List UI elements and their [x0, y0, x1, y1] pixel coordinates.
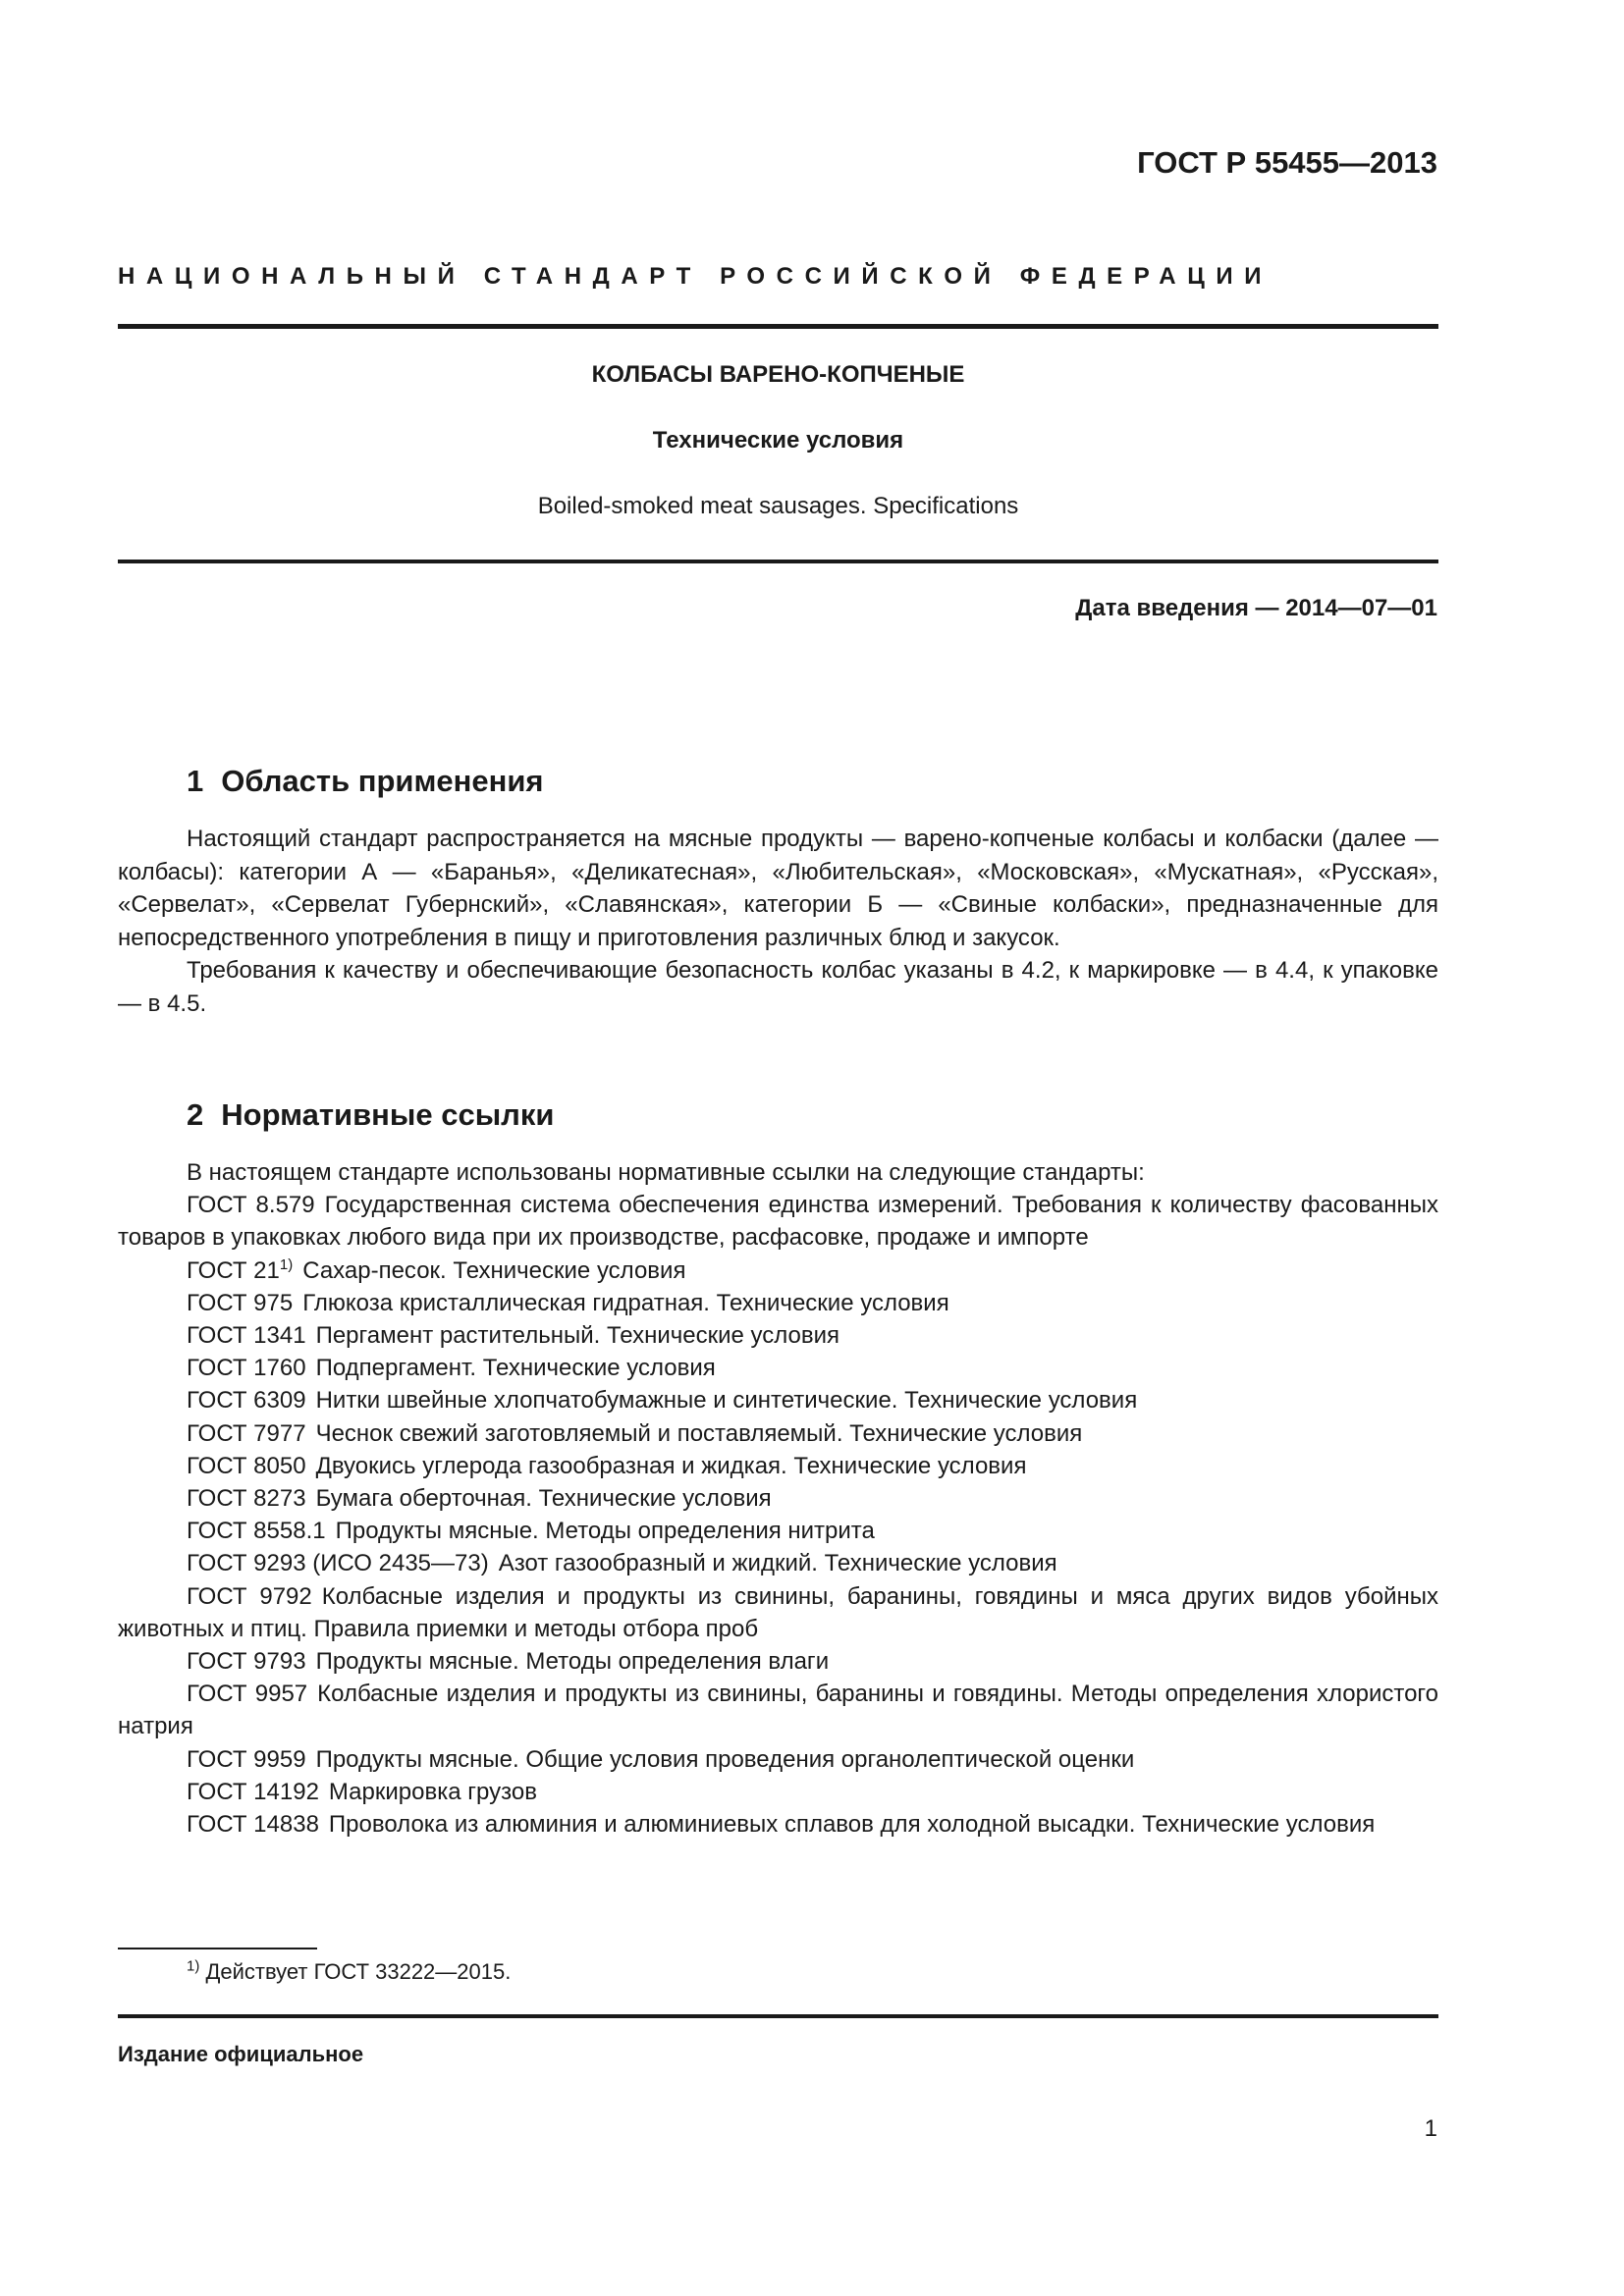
reference-code: ГОСТ 9293 (ИСО 2435—73)	[187, 1550, 489, 1577]
reference-text: Маркировка грузов	[328, 1778, 537, 1805]
reference-code: ГОСТ 9957	[187, 1681, 308, 1708]
reference-item	[118, 1384, 1438, 1416]
reference-text: Колбасные изделия и продукты из свинины, баранины, говядины и мяса других видов убойных животных и птиц. Правила приемки и методы отбора проб	[118, 1582, 1438, 1642]
reference-text: Азот газообразный и жидкий. Технические условия	[498, 1550, 1057, 1577]
reference-item	[118, 1808, 1438, 1841]
section-2-number: 2	[187, 1097, 204, 1132]
reference-text: Колбасные изделия и продукты из свинины, баранины и говядины. Методы определения хлористого натрия	[118, 1681, 1438, 1740]
reference-text: Государственная система обеспечения единства измерений. Требования к количеству фасованных товаров в упаковках любого вида при их производстве, расфасовке, продаже и импорте	[118, 1192, 1438, 1252]
reference-text: Пергамент растительный. Технические условия	[315, 1322, 840, 1350]
reference-text: Чеснок свежий заготовляемый и поставляемый. Технические условия	[315, 1419, 1083, 1447]
section-1-number: 1	[187, 764, 204, 798]
english-title: Boiled-smoked meat sausages. Specifications	[537, 493, 1019, 519]
reference-text: Бумага оберточная. Технические условия	[315, 1485, 772, 1513]
reference-code: ГОСТ 975	[187, 1289, 294, 1316]
reference-text: Подпергамент. Технические условия	[315, 1355, 716, 1382]
reference-item	[118, 1450, 1438, 1482]
section-2-title: Нормативные ссылки	[221, 1097, 555, 1132]
reference-code: ГОСТ 8558.1	[187, 1518, 326, 1545]
reference-item	[118, 1189, 1438, 1254]
reference-code: ГОСТ 8273	[187, 1485, 306, 1513]
footnote-reference-mark: 1)	[279, 1255, 294, 1273]
reference-item	[118, 1352, 1438, 1384]
reference-code: ГОСТ 8.579	[187, 1192, 315, 1219]
reference-item	[118, 1482, 1438, 1515]
section-1-paragraph-2: Требования к качеству и обеспечивающие безопасность колбас указаны в 4.2, к маркировке — в 4.4, к упаковке — в 4.5.	[118, 957, 1438, 1017]
reference-text: Глюкоза кристаллическая гидратная. Технические условия	[302, 1289, 949, 1316]
reference-code: ГОСТ 1760	[187, 1355, 306, 1382]
footnote-mark: 1)	[187, 1957, 200, 1975]
section-1-body	[118, 823, 1438, 1020]
section-2-heading	[187, 1097, 554, 1133]
reference-item	[118, 1515, 1438, 1547]
reference-code: ГОСТ 9959	[187, 1745, 306, 1773]
reference-item	[118, 1743, 1438, 1776]
document-subtitle: Технические условия	[652, 427, 904, 454]
introduction-date: Дата введения — 2014—07—01	[1075, 595, 1437, 621]
title-divider	[118, 560, 1438, 563]
footnote-divider	[118, 1948, 317, 1949]
gost-number: ГОСТ Р 55455—2013	[1137, 145, 1437, 180]
reference-code: ГОСТ 14192	[187, 1778, 319, 1805]
reference-item	[118, 1287, 1438, 1319]
reference-item	[118, 1255, 1438, 1287]
normative-references-list	[118, 1156, 1438, 1841]
document-title: КОЛБАСЫ ВАРЕНО-КОПЧЕНЫЕ	[591, 361, 965, 388]
reference-text: Продукты мясные. Методы определения влаги	[315, 1648, 830, 1676]
reference-text: Продукты мясные. Общие условия проведения органолептической оценки	[315, 1745, 1135, 1773]
footnote	[187, 1959, 511, 1985]
section-1-title: Область применения	[221, 764, 544, 798]
reference-text: Сахар-песок. Технические условия	[302, 1256, 686, 1284]
reference-code: ГОСТ 21	[187, 1256, 280, 1284]
reference-item	[118, 1319, 1438, 1352]
reference-item	[118, 1547, 1438, 1579]
reference-code: ГОСТ 8050	[187, 1452, 306, 1479]
bottom-divider	[118, 2014, 1438, 2018]
reference-item	[118, 1580, 1438, 1645]
reference-code: ГОСТ 9793	[187, 1648, 306, 1676]
reference-text: Продукты мясные. Методы определения нитрита	[335, 1518, 875, 1545]
reference-text: Двуокись углерода газообразная и жидкая. Технические условия	[315, 1452, 1027, 1479]
reference-item	[118, 1776, 1438, 1808]
reference-code: ГОСТ 9792	[187, 1582, 312, 1610]
references-intro: В настоящем стандарте использованы нормативные ссылки на следующие стандарты:	[187, 1159, 1145, 1186]
official-edition-label: Издание официальное	[118, 2042, 364, 2066]
page-number: 1	[1424, 2115, 1437, 2142]
reference-code: ГОСТ 1341	[187, 1322, 306, 1350]
section-1-paragraph-1: Настоящий стандарт распространяется на мясные продукты — варено-копченые колбасы и колбаски (далее — колбасы): категории А — «Баранья», «Деликатесная», «Любительская», «Московская», «Мускатная», «Русская», «Сервелат», «Сервелат Губернский», «Славянская», категории Б — «Свиные колбаски», предназначенные для непосредственного употребления в пищу и приготовления различных блюд и закусок.	[118, 826, 1438, 951]
reference-code: ГОСТ 14838	[187, 1811, 319, 1839]
national-standard-heading: НАЦИОНАЛЬНЫЙ СТАНДАРТ РОССИЙСКОЙ ФЕДЕРАЦИИ	[118, 263, 1273, 290]
top-divider	[118, 324, 1438, 329]
reference-item	[118, 1417, 1438, 1450]
section-1-heading	[187, 764, 544, 799]
reference-item	[118, 1678, 1438, 1742]
reference-text: Проволока из алюминия и алюминиевых сплавов для холодной высадки. Технические условия	[328, 1811, 1376, 1839]
reference-code: ГОСТ 6309	[187, 1387, 306, 1415]
reference-text: Нитки швейные хлопчатобумажные и синтетические. Технические условия	[315, 1387, 1138, 1415]
reference-code: ГОСТ 7977	[187, 1419, 306, 1447]
reference-item	[118, 1645, 1438, 1678]
footnote-text: Действует ГОСТ 33222—2015.	[205, 1959, 512, 1984]
